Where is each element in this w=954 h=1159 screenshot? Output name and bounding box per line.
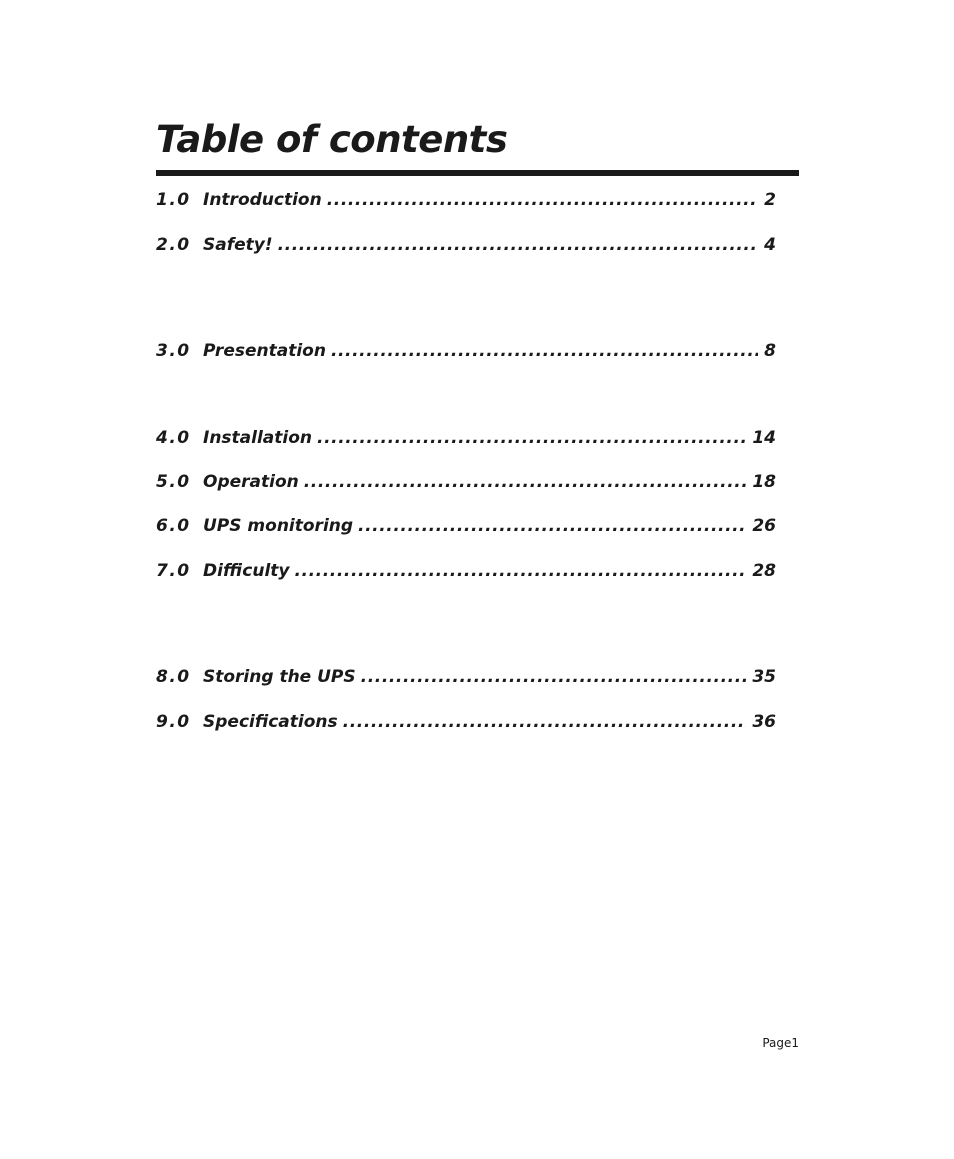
toc-entry-label: Storing the UPS [203,667,356,687]
toc-entry-label: Operation [203,472,299,492]
toc-entry-number: 5.0 [156,472,191,492]
toc-entry-page: 4 [764,235,776,255]
toc-dot-leader [331,341,758,361]
toc-dot-leader [295,561,747,581]
toc-entry-number: 8.0 [156,667,191,687]
toc-entry-label: Introduction [203,190,322,210]
toc-entry-label: Difficulty [203,561,290,581]
toc-dot-leader [358,516,746,536]
toc-entry-number: 9.0 [156,712,191,732]
toc-entry-label: Safety! [203,235,273,255]
toc-entry-introduction[interactable] [156,190,776,214]
toc-dot-leader [327,190,758,210]
toc-dot-leader [317,428,746,448]
toc-entry-label: Presentation [203,341,326,361]
toc-entry-installation[interactable] [156,428,776,452]
toc-entry-page: 26 [752,516,776,536]
footer-page-number: Page1 [762,1036,799,1050]
page-title: Table of contents [156,118,508,161]
toc-entry-operation[interactable] [156,472,776,496]
toc-entry-specifications[interactable] [156,712,776,736]
toc-dot-leader [278,235,759,255]
toc-entry-number: 2.0 [156,235,191,255]
toc-entry-page: 28 [752,561,776,581]
toc-entry-number: 7.0 [156,561,191,581]
toc-dot-leader [343,712,747,732]
toc-entry-safety[interactable] [156,235,776,259]
toc-entry-ups-monitoring[interactable] [156,516,776,540]
toc-entry-label: Specifications [203,712,338,732]
toc-entry-difficulty[interactable] [156,561,776,585]
toc-entry-presentation[interactable] [156,341,776,365]
toc-entry-page: 2 [764,190,776,210]
toc-entry-page: 14 [752,428,776,448]
toc-entry-page: 8 [764,341,776,361]
toc-entry-number: 4.0 [156,428,191,448]
toc-entry-number: 6.0 [156,516,191,536]
title-divider [156,170,799,176]
toc-entry-number: 3.0 [156,341,191,361]
toc-entry-label: UPS monitoring [203,516,354,536]
toc-entry-number: 1.0 [156,190,191,210]
toc-entry-label: Installation [203,428,313,448]
toc-entry-page: 18 [752,472,776,492]
toc-dot-leader [304,472,747,492]
toc-entry-storing-the-ups[interactable] [156,667,776,691]
toc-entry-page: 35 [752,667,776,687]
toc-dot-leader [361,667,747,687]
toc-entry-page: 36 [752,712,776,732]
